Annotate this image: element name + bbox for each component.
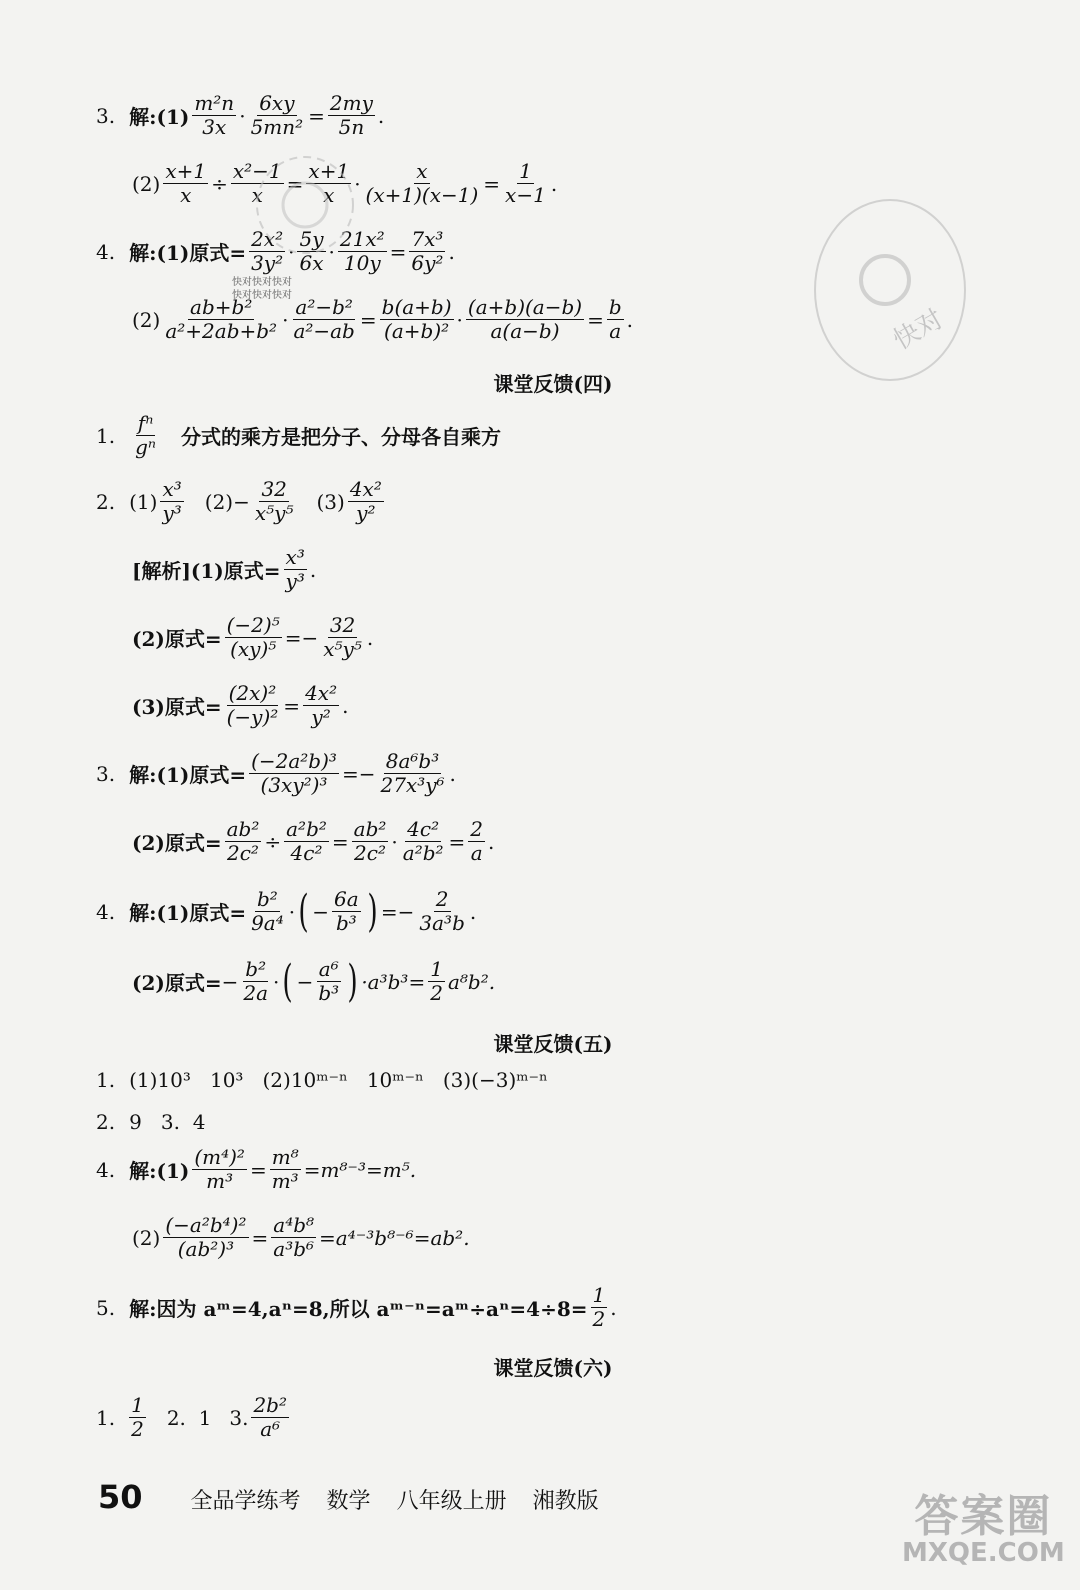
svg-text:快对: 快对 [888, 304, 949, 357]
fraction: $\frac{2my}{5n}$ [329, 91, 373, 139]
fraction: $\frac{\text{m²n}}{3x}$ [194, 91, 235, 139]
fraction: $\frac{\text{x³}}{\text{y³}}$ [162, 477, 182, 525]
s4-q2: 2. (1) $\frac{\text{x³}}{\text{y³}}$ (2)− $\frac{32}{\text{x⁵y⁵}}$ (3) $\frac{\text{4x²}}{\text{y²}}$ [96, 477, 382, 525]
solution-label: 解:(1)原式= [129, 241, 247, 265]
grade: 八年级上册 [396, 1489, 507, 1514]
fraction: $\frac{6xy}{\text{5mn²}}$ [250, 91, 304, 139]
watermark-corner-logo: 答案圈 MXQE.COM [902, 1491, 1065, 1568]
fraction: $\frac{\text{2x²}}{\text{3y²}}$ [251, 227, 284, 275]
fraction: $\frac{\text{b²}}{\text{9a⁴}}$ [251, 887, 284, 935]
edition: 湘教版 [532, 1489, 599, 1514]
fraction: $\frac{b(a+b)}{\text{(a+b)²}}$ [381, 295, 452, 343]
fraction: $\frac{\text{a⁶}}{\text{b³}}$ [318, 957, 340, 1005]
watermark-stamp-right [805, 190, 975, 390]
fraction: $\frac{\text{(2x)²}}{\text{(−y)²}}$ [226, 681, 279, 729]
fraction: $\frac{2}{\text{3a³b}}$ [419, 887, 465, 935]
fraction: $\frac{\text{b²}}{2a}$ [243, 957, 269, 1005]
s4-q1 [96, 412, 501, 459]
fraction: $\frac{\text{(−a²b⁴)²}}{\text{(ab²)³}}$ [165, 1213, 247, 1261]
fraction: $\frac{\text{4x²}}{\text{y²}}$ [305, 681, 338, 729]
fraction: $\frac{\text{ab+b²}}{\text{a²+2ab+b²}}$ [165, 295, 278, 343]
rule-description: 分式的乘方是把分子、分母各自乘方 [181, 425, 502, 449]
s4-q4a: 4. 解:(1)原式= $\frac{\text{b²}}{\text{9a⁴}}$ · ( − $\frac{6a}{\text{b³}}$ ) = − $\frac{2}{\text{3a³b}}$ . [96, 885, 477, 937]
fraction: $\frac{\text{a⁴b⁸}}{\text{a³b⁶}}$ [273, 1213, 315, 1261]
section-title-5: 课堂反馈(五) [493, 1032, 613, 1056]
s4-q3a: 3. 解:(1)原式= $\frac{\text{(−2a²b)³}}{\text{(3xy²)³}}$ = − $\frac{\text{8a⁶b³}}{\text{27x³y⁶}}$ . [96, 749, 456, 797]
solution-label: 解:(1) [129, 105, 190, 129]
subject: 数学 [326, 1489, 371, 1514]
fraction: $\frac{\text{4x²}}{\text{y²}}$ [349, 477, 382, 525]
fraction: $\frac{b}{a}$ [608, 295, 622, 343]
watermark-small-text: 快对快对快对 快对快对快对 [232, 277, 292, 301]
fraction: $\frac{\text{ab²}}{\text{2c²}}$ [353, 817, 387, 865]
fraction: $\frac{1}{x-1}$ [505, 159, 546, 207]
s5-q1 [96, 1068, 548, 1092]
fraction: $\frac{\text{m⁸}}{\text{m³}}$ [271, 1145, 299, 1193]
analysis-label: [解析](1)原式= [132, 559, 281, 583]
fraction: $\frac{\text{x³}}{\text{y³}}$ [285, 545, 305, 593]
answer: 9 3. 4 [129, 1110, 206, 1134]
fraction: $\frac{\text{ab²}}{\text{2c²}}$ [226, 817, 260, 865]
q-number: 3. [96, 103, 116, 128]
section-title-4: 课堂反馈(四) [493, 372, 613, 396]
q-number: 4. [96, 239, 116, 264]
q-number: 4. [96, 1157, 116, 1182]
fraction: $\frac{\text{7x³}}{\text{6y²}}$ [411, 227, 444, 275]
s4-analysis-3: (3)原式= $\frac{\text{(2x)²}}{\text{(−y)²}}$ = $\frac{\text{4x²}}{\text{y²}}$ . [132, 681, 349, 729]
fraction: $\frac{5y}{6x}$ [299, 227, 324, 275]
q3-line1: 3. 解:(1) $\frac{\text{m²n}}{3x}$ · $\frac{6xy}{\text{5mn²}}$ = $\frac{2my}{5n}$ . [96, 91, 385, 139]
fraction: $\frac{\text{x²−1}}{x}$ [232, 159, 282, 207]
fraction: $\frac{1}{2}$ [592, 1283, 606, 1331]
fraction: $\frac{x}{(x+1)(x-1)}$ [365, 159, 479, 207]
s4-q3b: (2)原式= $\frac{\text{ab²}}{\text{2c²}}$ ÷ $\frac{\text{a²b²}}{\text{4c²}}$ = $\frac{\text{ab²}}{\text{2c²}}$ · $\frac{\text{4c²}}{\text{a²b²}}$ = $\frac{2}{a}$ . [132, 817, 495, 865]
q-number: 2. [96, 489, 116, 514]
fraction: $\frac{\text{a²b²}}{\text{4c²}}$ [286, 817, 327, 865]
fraction: $\frac{\text{4c²}}{\text{a²b²}}$ [402, 817, 444, 865]
fraction: $\frac{\text{(−2)⁵}}{\text{(xy)⁵}}$ [226, 613, 280, 661]
s5-q5: 5. 解:因为 aᵐ=4,aⁿ=8,所以 aᵐ⁻ⁿ=aᵐ÷aⁿ=4÷8= $\frac{1}{2}$ . [96, 1283, 617, 1331]
q4-line2: (2) $\frac{\text{ab+b²}}{\text{a²+2ab+b²}}$ · $\frac{\text{a²−b²}}{\text{a²−ab}}$ = $\frac{b(a+b)}{\text{(a+b)²}}$ · $\frac{(a+b)(a-b)}{a(a-b)}$ = $\frac{b}{a}$ . [132, 295, 634, 343]
q3-line2: (2) $\frac{x+1}{x}$ ÷ $\frac{\text{x²−1}}{x}$ = $\frac{x+1}{x}$ · $\frac{x}{(x+1)(x-1)}$ = $\frac{1}{x-1}$ . [132, 159, 558, 207]
fraction: $\frac{x+1}{x}$ [308, 159, 350, 207]
q4-line1: 4. 解:(1)原式= $\frac{\text{2x²}}{\text{3y²}}$ · $\frac{5y}{6x}$ · $\frac{\text{21x²}}{10y}$ = $\frac{\text{7x³}}{\text{6y²}}$ . [96, 227, 455, 275]
fraction: $\frac{2}{a}$ [470, 817, 484, 865]
fraction: $\frac{\text{21x²}}{10y}$ [339, 227, 385, 275]
fraction: $\frac{\text{(m⁴)²}}{\text{m³}}$ [194, 1145, 245, 1193]
fraction: $\frac{\text{(−2a²b)³}}{\text{(3xy²)³}}$ [251, 749, 337, 797]
fraction: $\frac{1}{2}$ [131, 1393, 144, 1441]
fraction: $\frac{6a}{\text{b³}}$ [334, 887, 359, 935]
part-label: (2) [132, 307, 161, 332]
book-title: 全品学练考 [190, 1489, 301, 1514]
fraction: $\frac{32}{\text{x⁵y⁵}}$ [323, 613, 362, 661]
s5-q2 [96, 1110, 205, 1134]
s6-q1: 1. $\frac{1}{2}$ 2. 1 3. $\frac{\text{2b²}}{\text{a⁶}}$ [96, 1393, 287, 1441]
s4-analysis-1: [解析](1)原式= $\frac{\text{x³}}{\text{y³}}$ . [132, 545, 317, 593]
q-number: 1. [96, 423, 116, 448]
fraction: $\frac{x+1}{x}$ [165, 159, 207, 207]
page-footer [98, 1478, 599, 1516]
s5-q4b: (2) $\frac{\text{(−a²b⁴)²}}{\text{(ab²)³}}$ = $\frac{\text{a⁴b⁸}}{\text{a³b⁶}}$ =a⁴⁻³b⁸⁻⁶=ab². [132, 1213, 470, 1261]
q-number: 3. [96, 761, 116, 786]
s4-analysis-2: (2)原式= $\frac{\text{(−2)⁵}}{\text{(xy)⁵}}$ = − $\frac{32}{\text{x⁵y⁵}}$ . [132, 613, 374, 661]
fraction: $\frac{32}{\text{x⁵y⁵}}$ [254, 477, 294, 525]
section-title-6: 课堂反馈(六) [493, 1356, 613, 1380]
q-number: 2. [96, 1110, 116, 1134]
page-number: 50 [98, 1478, 143, 1516]
part-label: (2) [132, 171, 161, 196]
q-number: 1. [96, 1068, 116, 1092]
q-number: 1. [96, 1405, 116, 1430]
fraction: $\frac{\text{8a⁶b³}}{\text{27x³y⁶}}$ [380, 749, 445, 797]
s5-q4a: 4. 解:(1) $\frac{\text{(m⁴)²}}{\text{m³}}$ = $\frac{\text{m⁸}}{\text{m³}}$ =m⁸⁻³=m⁵. [96, 1145, 417, 1193]
q-number: 4. [96, 899, 116, 924]
fraction: $\frac{\text{fⁿ}}{\text{gⁿ}}$ [135, 411, 157, 459]
fraction: $\frac{\text{2b²}}{\text{a⁶}}$ [253, 1393, 287, 1441]
answer: (1)10³ 10³ (2)10ᵐ⁻ⁿ 10ᵐ⁻ⁿ (3)(−3)ᵐ⁻ⁿ [129, 1068, 548, 1092]
fraction: $\frac{\text{a²−b²}}{\text{a²−ab}}$ [293, 295, 355, 343]
s4-q4b: (2)原式= − $\frac{\text{b²}}{2a}$ · ( − $\frac{\text{a⁶}}{\text{b³}}$ ) ·a³b³= $\frac{1}{2}$ a⁸b². [132, 955, 496, 1007]
q-number: 5. [96, 1295, 116, 1320]
fraction: $\frac{1}{2}$ [430, 957, 443, 1005]
fraction: $\frac{(a+b)(a-b)}{a(a-b)}$ [467, 295, 583, 343]
